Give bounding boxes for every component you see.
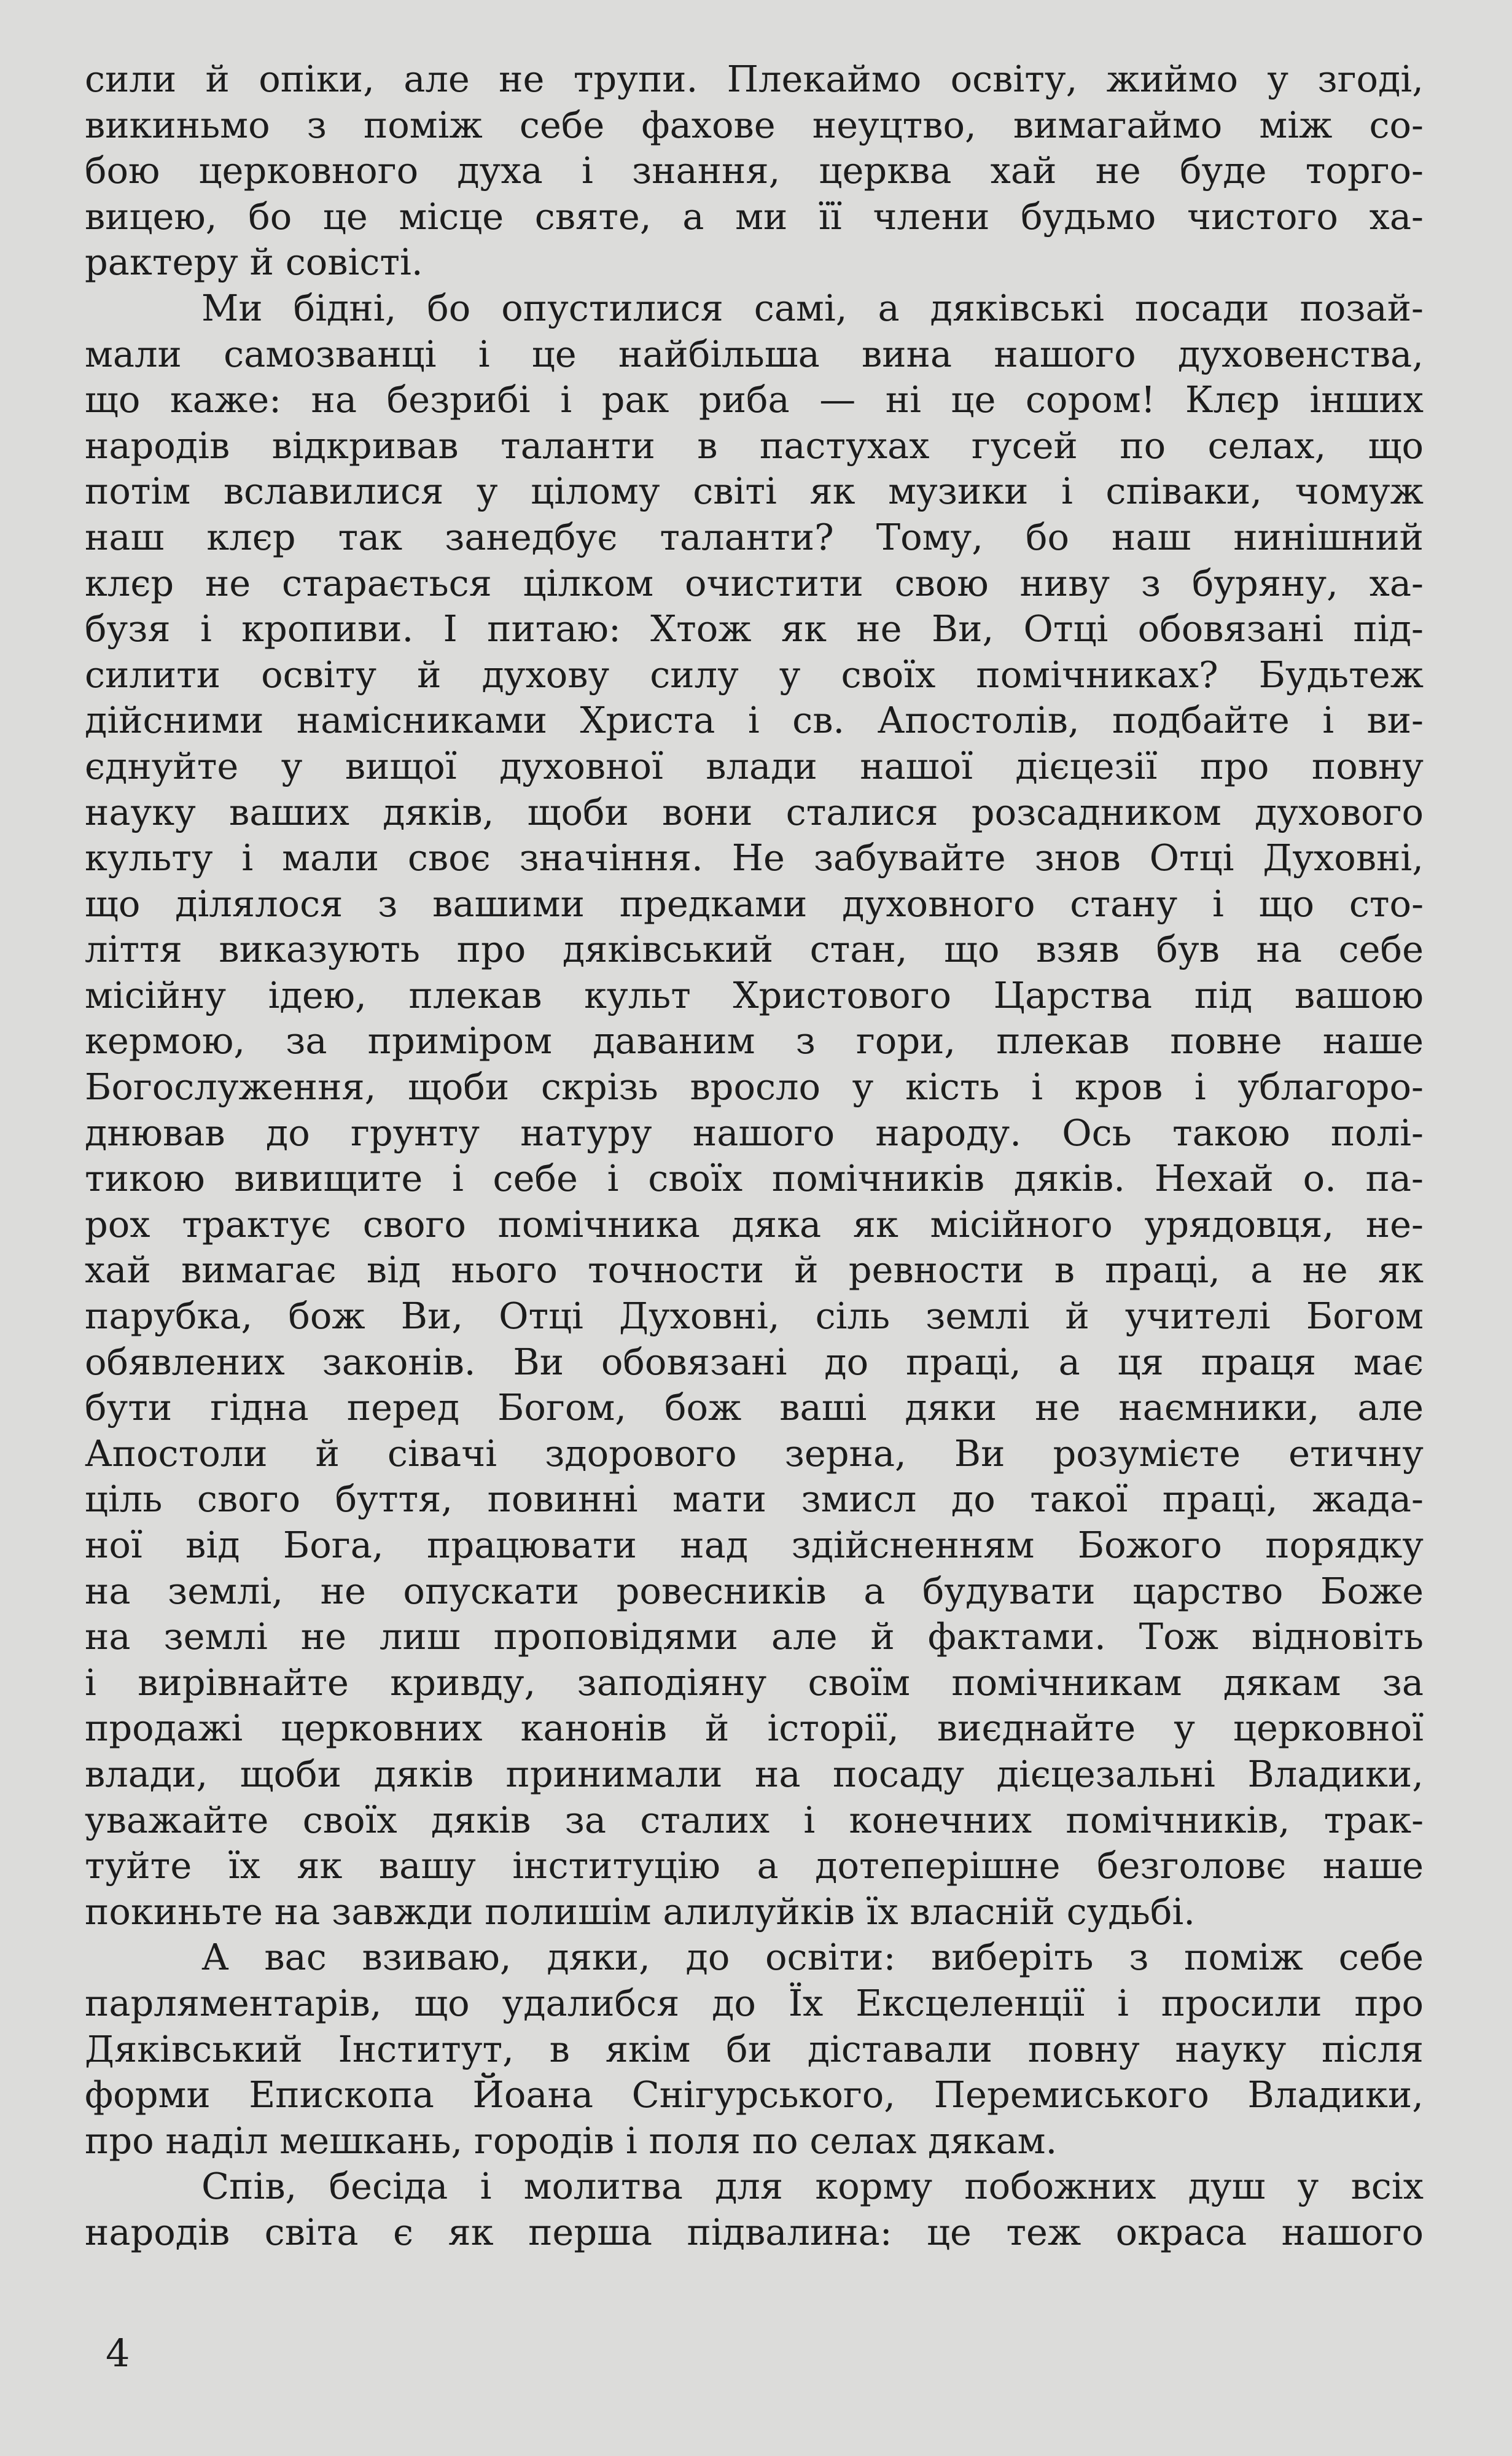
text-line: вицею, бо це місце святе, а ми її члени будьмо чистого ха- (85, 195, 1424, 238)
text-line: Богослуження, щоби скрізь вросло у кість і кров і ублагоро- (85, 1066, 1424, 1109)
text-line: Ми бідні, бо опустилися самі, а дяківські посади позай- (201, 286, 1424, 329)
text-line: обявлених законів. Ви обовязані до праці, а ця праця має (85, 1340, 1424, 1383)
text-line: бузя і кропиви. І питаю: Хтож як не Ви, Отці обовязані під- (85, 607, 1424, 650)
text-line: парубка, бож Ви, Отці Духовні, сіль землі й учителі Богом (85, 1295, 1424, 1338)
text-line: єднуйте у вищої духовної влади нашої дієцезії про повну (85, 744, 1424, 787)
text-line: форми Епископа Йоана Снігурського, Перемиського Владики, (85, 2073, 1424, 2116)
text-line: наш клєр так занедбує таланти? Тому, бо наш нинішний (85, 515, 1424, 558)
text-line: ціль свого буття, повинні мати змисл до такої праці, жада- (85, 1478, 1424, 1521)
text-line: туйте їх як вашу інституцію а дотеперішне безголовє наше (85, 1844, 1424, 1887)
text-line: потім вславилися у цілому світі як музики і співаки, чомуж (85, 470, 1424, 513)
text-line: місійну ідею, плекав культ Христового Царства під вашою (85, 973, 1424, 1016)
text-line: рактеру й совісті. (85, 241, 423, 284)
text-line: про наділ мешкань, городів і поля по селах дякам. (85, 2119, 1058, 2162)
text-line: хай вимагає від нього точности й ревности в праці, а не як (85, 1249, 1424, 1292)
text-line: влади, щоби дяків принимали на посаду дієцезальні Владики, (85, 1752, 1424, 1795)
text-line: що ділялося з вашими предками духовного стану і що сто- (85, 882, 1424, 925)
text-line: А вас взиваю, дяки, до освіти: виберіть з поміж себе (201, 1936, 1424, 1979)
text-line: і вирівнайте кривду, заподіяну своїм помічникам дякам за (85, 1661, 1424, 1704)
body-text (85, 57, 1424, 2256)
text-line: що каже: на безрибі і рак риба — ні це сором! Клєр інших (85, 378, 1424, 421)
text-line: кермою, за приміром даваним з гори, плекав повне наше (85, 1019, 1424, 1062)
text-line: народів світа є як перша підвалина: це теж окраса нашого (85, 2210, 1424, 2253)
text-line: на землі, не опускати ровесників а будувати царство Боже (85, 1569, 1424, 1612)
text-line: Дяківський Інститут, в якім би діставали повну науку після (85, 2027, 1424, 2070)
text-line: дійсними намісниками Христа і св. Апостолів, подбайте і ви- (85, 699, 1424, 742)
text-line: покиньте на завжди полишім алилуйків їх власній судьбі. (85, 1890, 1195, 1933)
text-line: науку ваших дяків, щоби вони сталися розсадником духового (85, 790, 1424, 833)
text-line: культу і мали своє значіння. Не забувайте знов Отці Духовні, (85, 836, 1424, 879)
text-line: Апостоли й сівачі здорового зерна, Ви розумієте етичну (85, 1432, 1424, 1475)
text-line: ліття виказують про дяківський стан, що взяв був на себе (85, 928, 1424, 971)
text-line: силити освіту й духову силу у своїх помічниках? Будьтеж (85, 653, 1424, 696)
text-line: рох трактує свого помічника дяка як місійного урядовця, не- (85, 1203, 1424, 1246)
text-line: народів відкривав таланти в пастухах гусей по селах, що (85, 424, 1424, 467)
text-line: продажі церковних канонів й історії, виєднайте у церковної (85, 1707, 1424, 1750)
text-line: сили й опіки, але не трупи. Плекаймо освіту, жиймо у згоді, (85, 58, 1424, 100)
text-line: уважайте своїх дяків за сталих і конечних помічників, трак- (85, 1798, 1424, 1841)
text-line: ної від Бога, працювати над здійсненням Божого порядку (85, 1524, 1424, 1566)
text-line: тикою вивищите і себе і своїх помічників дяків. Нехай о. па- (85, 1157, 1424, 1200)
text-line: бути гідна перед Богом, бож ваші дяки не наємники, але (85, 1386, 1424, 1429)
text-line: клєр не старається цілком очистити свою ниву з буряну, ха- (85, 561, 1424, 604)
text-line: парляментарів, що удалибся до Їх Ексцеленції і просили про (85, 1981, 1424, 2024)
page-number: 4 (106, 2331, 130, 2376)
text-line: викиньмо з поміж себе фахове неуцтво, вимагаймо між со- (85, 103, 1424, 146)
text-line: мали самозванці і це найбільша вина нашого духовенства, (85, 332, 1424, 375)
text-line: на землі не лиш проповідями але й фактами. Тож відновіть (85, 1615, 1424, 1658)
text-line: Спів, бесіда і молитва для корму побожних душ у всіх (201, 2165, 1424, 2208)
text-line: днював до грунту натуру нашого народу. Ось такою полі- (85, 1111, 1424, 1154)
text-line: бою церковного духа і знання, церква хай не буде торго- (85, 149, 1424, 192)
